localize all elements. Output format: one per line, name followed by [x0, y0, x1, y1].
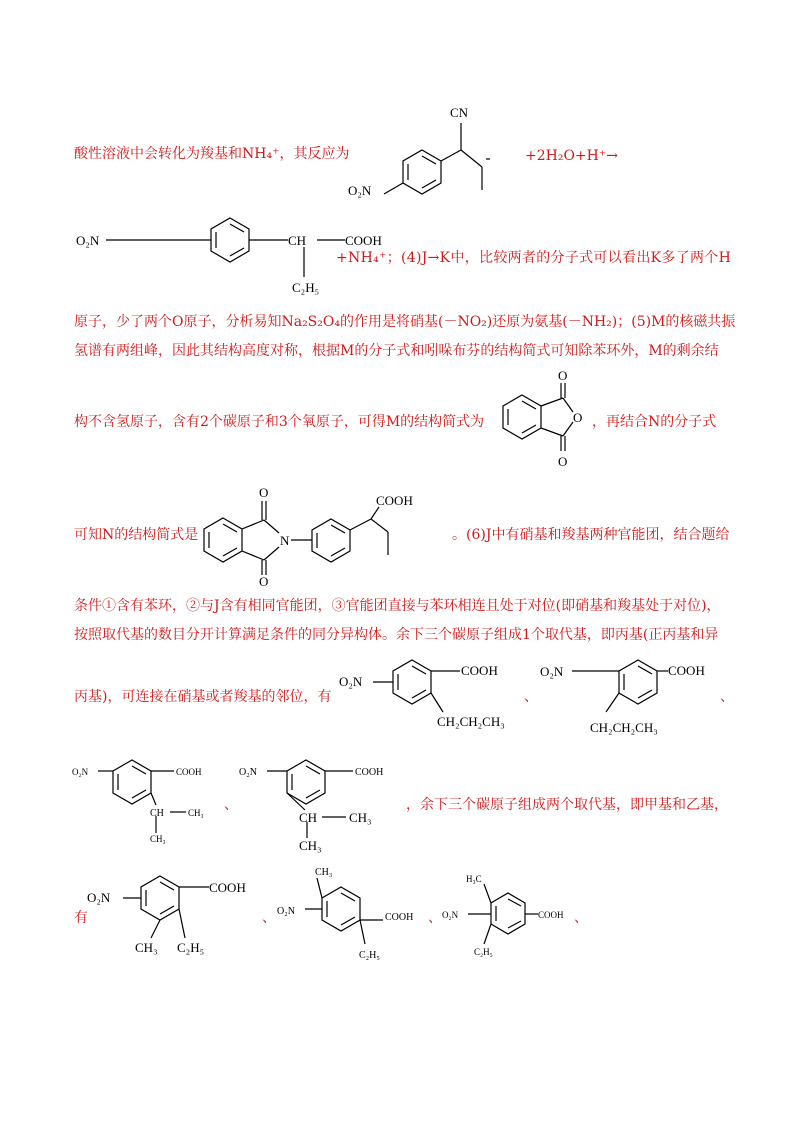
svg-text:O₂N: O₂N — [277, 906, 295, 917]
text-line-1: 酸性溶液中会转化为羧基和NH₄⁺，其反应为 — [74, 146, 350, 162]
svg-text:CN: CN — [450, 105, 469, 120]
svg-text:C₂H₅: C₂H₅ — [177, 940, 205, 955]
structure-nitrophenyl-butanenitrile — [340, 95, 530, 205]
svg-text:CH: CH — [288, 233, 307, 248]
structure-isomer-propyl-2 — [538, 650, 723, 740]
svg-text:O: O — [558, 368, 568, 383]
text-line-5b: ，再结合N的分子式 — [592, 414, 717, 430]
separator-3: 、 — [224, 797, 238, 813]
svg-text:O₂N: O₂N — [540, 664, 564, 679]
svg-text:COOH: COOH — [461, 663, 498, 678]
svg-text:O: O — [558, 454, 568, 469]
svg-text:O₂N: O₂N — [72, 767, 89, 777]
svg-text:C₂H₅: C₂H₅ — [292, 280, 320, 295]
svg-text:O₂N: O₂N — [339, 674, 363, 689]
svg-text:COOH: COOH — [176, 767, 202, 777]
svg-text:O₂N: O₂N — [442, 910, 459, 920]
separator-2: 、 — [720, 689, 734, 705]
text-line-5a: 构不含氢原子，含有2个碳原子和3个氧原子，可得M的结构简式为 — [74, 414, 485, 430]
text-line-2-tail: +NH₄⁺；(4)J→K中，比较两者的分子式可以看出K多了两个H — [336, 250, 732, 266]
text-line-6a: 可知N的结构简式是 — [74, 527, 199, 543]
svg-text:CH₃: CH₃ — [299, 838, 322, 853]
separator-6: 、 — [574, 910, 588, 926]
text-line-11: 有 — [74, 910, 88, 926]
svg-text:CH₃: CH₃ — [349, 810, 372, 825]
svg-text:H₃C: H₃C — [466, 874, 482, 884]
svg-text:COOH: COOH — [376, 493, 413, 508]
structure-phthalic-anhydride — [490, 365, 590, 475]
svg-text:CH₃: CH₃ — [150, 834, 166, 844]
svg-text:CH₃: CH₃ — [315, 867, 333, 878]
structure-isomer-methyl-ethyl-2 — [275, 858, 435, 968]
svg-text:O₂N: O₂N — [87, 890, 111, 905]
svg-text:CH₃: CH₃ — [188, 808, 204, 818]
structure-nitrophenyl-butanoic-acid — [70, 205, 382, 300]
separator-1: 、 — [524, 689, 538, 705]
text-line-6b: 。(6)J中有硝基和羧基两种官能团，结合题给 — [452, 527, 730, 543]
text-line-10: ，余下三个碳原子组成两个取代基，即甲基和乙基， — [406, 797, 728, 813]
svg-text:N: N — [280, 533, 290, 548]
structure-isomer-methyl-ethyl-3 — [440, 862, 580, 972]
svg-text:CH: CH — [299, 810, 318, 825]
svg-text:COOH: COOH — [668, 663, 705, 678]
structure-isomer-methyl-ethyl-1 — [85, 858, 265, 958]
svg-text:CH₂CH₂CH₃: CH₂CH₂CH₃ — [590, 720, 658, 735]
svg-text:C₂H₅: C₂H₅ — [474, 947, 493, 957]
svg-text:COOH: COOH — [355, 767, 384, 778]
svg-text:O₂N: O₂N — [239, 767, 257, 778]
svg-text:COOH: COOH — [538, 910, 564, 920]
svg-text:CH₃: CH₃ — [135, 940, 158, 955]
svg-text:O: O — [259, 574, 269, 589]
svg-text:COOH: COOH — [209, 880, 246, 895]
svg-text:COOH: COOH — [345, 233, 382, 248]
structure-isomer-isopropyl-2 — [237, 750, 407, 855]
structure-isomer-propyl-1 — [335, 650, 525, 740]
text-line-8: 按照取代基的数目分开计算满足条件的同分异构体。余下三个碳原子组成1个取代基，即丙基(正丙基和异 — [74, 627, 719, 643]
svg-text:COOH: COOH — [385, 912, 414, 923]
text-line-9: 丙基)，可连接在硝基或者羧基的邻位，有 — [74, 689, 332, 705]
svg-text:C₂H₅: C₂H₅ — [359, 950, 380, 961]
text-line-3: 原子，少了两个O原子，分析易知Na₂S₂O₄的作用是将硝基(－NO₂)还原为氨基(－NH₂)；(5)M的核磁共振 — [74, 314, 736, 330]
svg-text:O₂N: O₂N — [76, 233, 100, 248]
svg-text:O: O — [573, 410, 583, 425]
svg-text:CH: CH — [150, 808, 164, 819]
svg-text:O: O — [259, 485, 269, 500]
separator-4: 、 — [262, 910, 276, 926]
text-line-4: 氢谱有两组峰，因此其结构高度对称，根据M的分子式和吲哚布芬的结构简式可知除苯环外，M的剩余结 — [74, 343, 719, 359]
structure-indobufen-imide — [195, 475, 455, 590]
text-line-1-tail: +2H₂O+H⁺→ — [525, 148, 618, 164]
svg-text:CH₂CH₂CH₃: CH₂CH₂CH₃ — [437, 714, 505, 729]
structure-isomer-isopropyl-1 — [70, 750, 230, 850]
text-line-7: 条件①含有苯环，②与J含有相同官能团，③官能团直接与苯环相连且处于对位(即硝基和羧基处于对位)， — [74, 598, 721, 614]
svg-text:O₂N: O₂N — [348, 183, 372, 198]
separator-5: 、 — [428, 910, 442, 926]
